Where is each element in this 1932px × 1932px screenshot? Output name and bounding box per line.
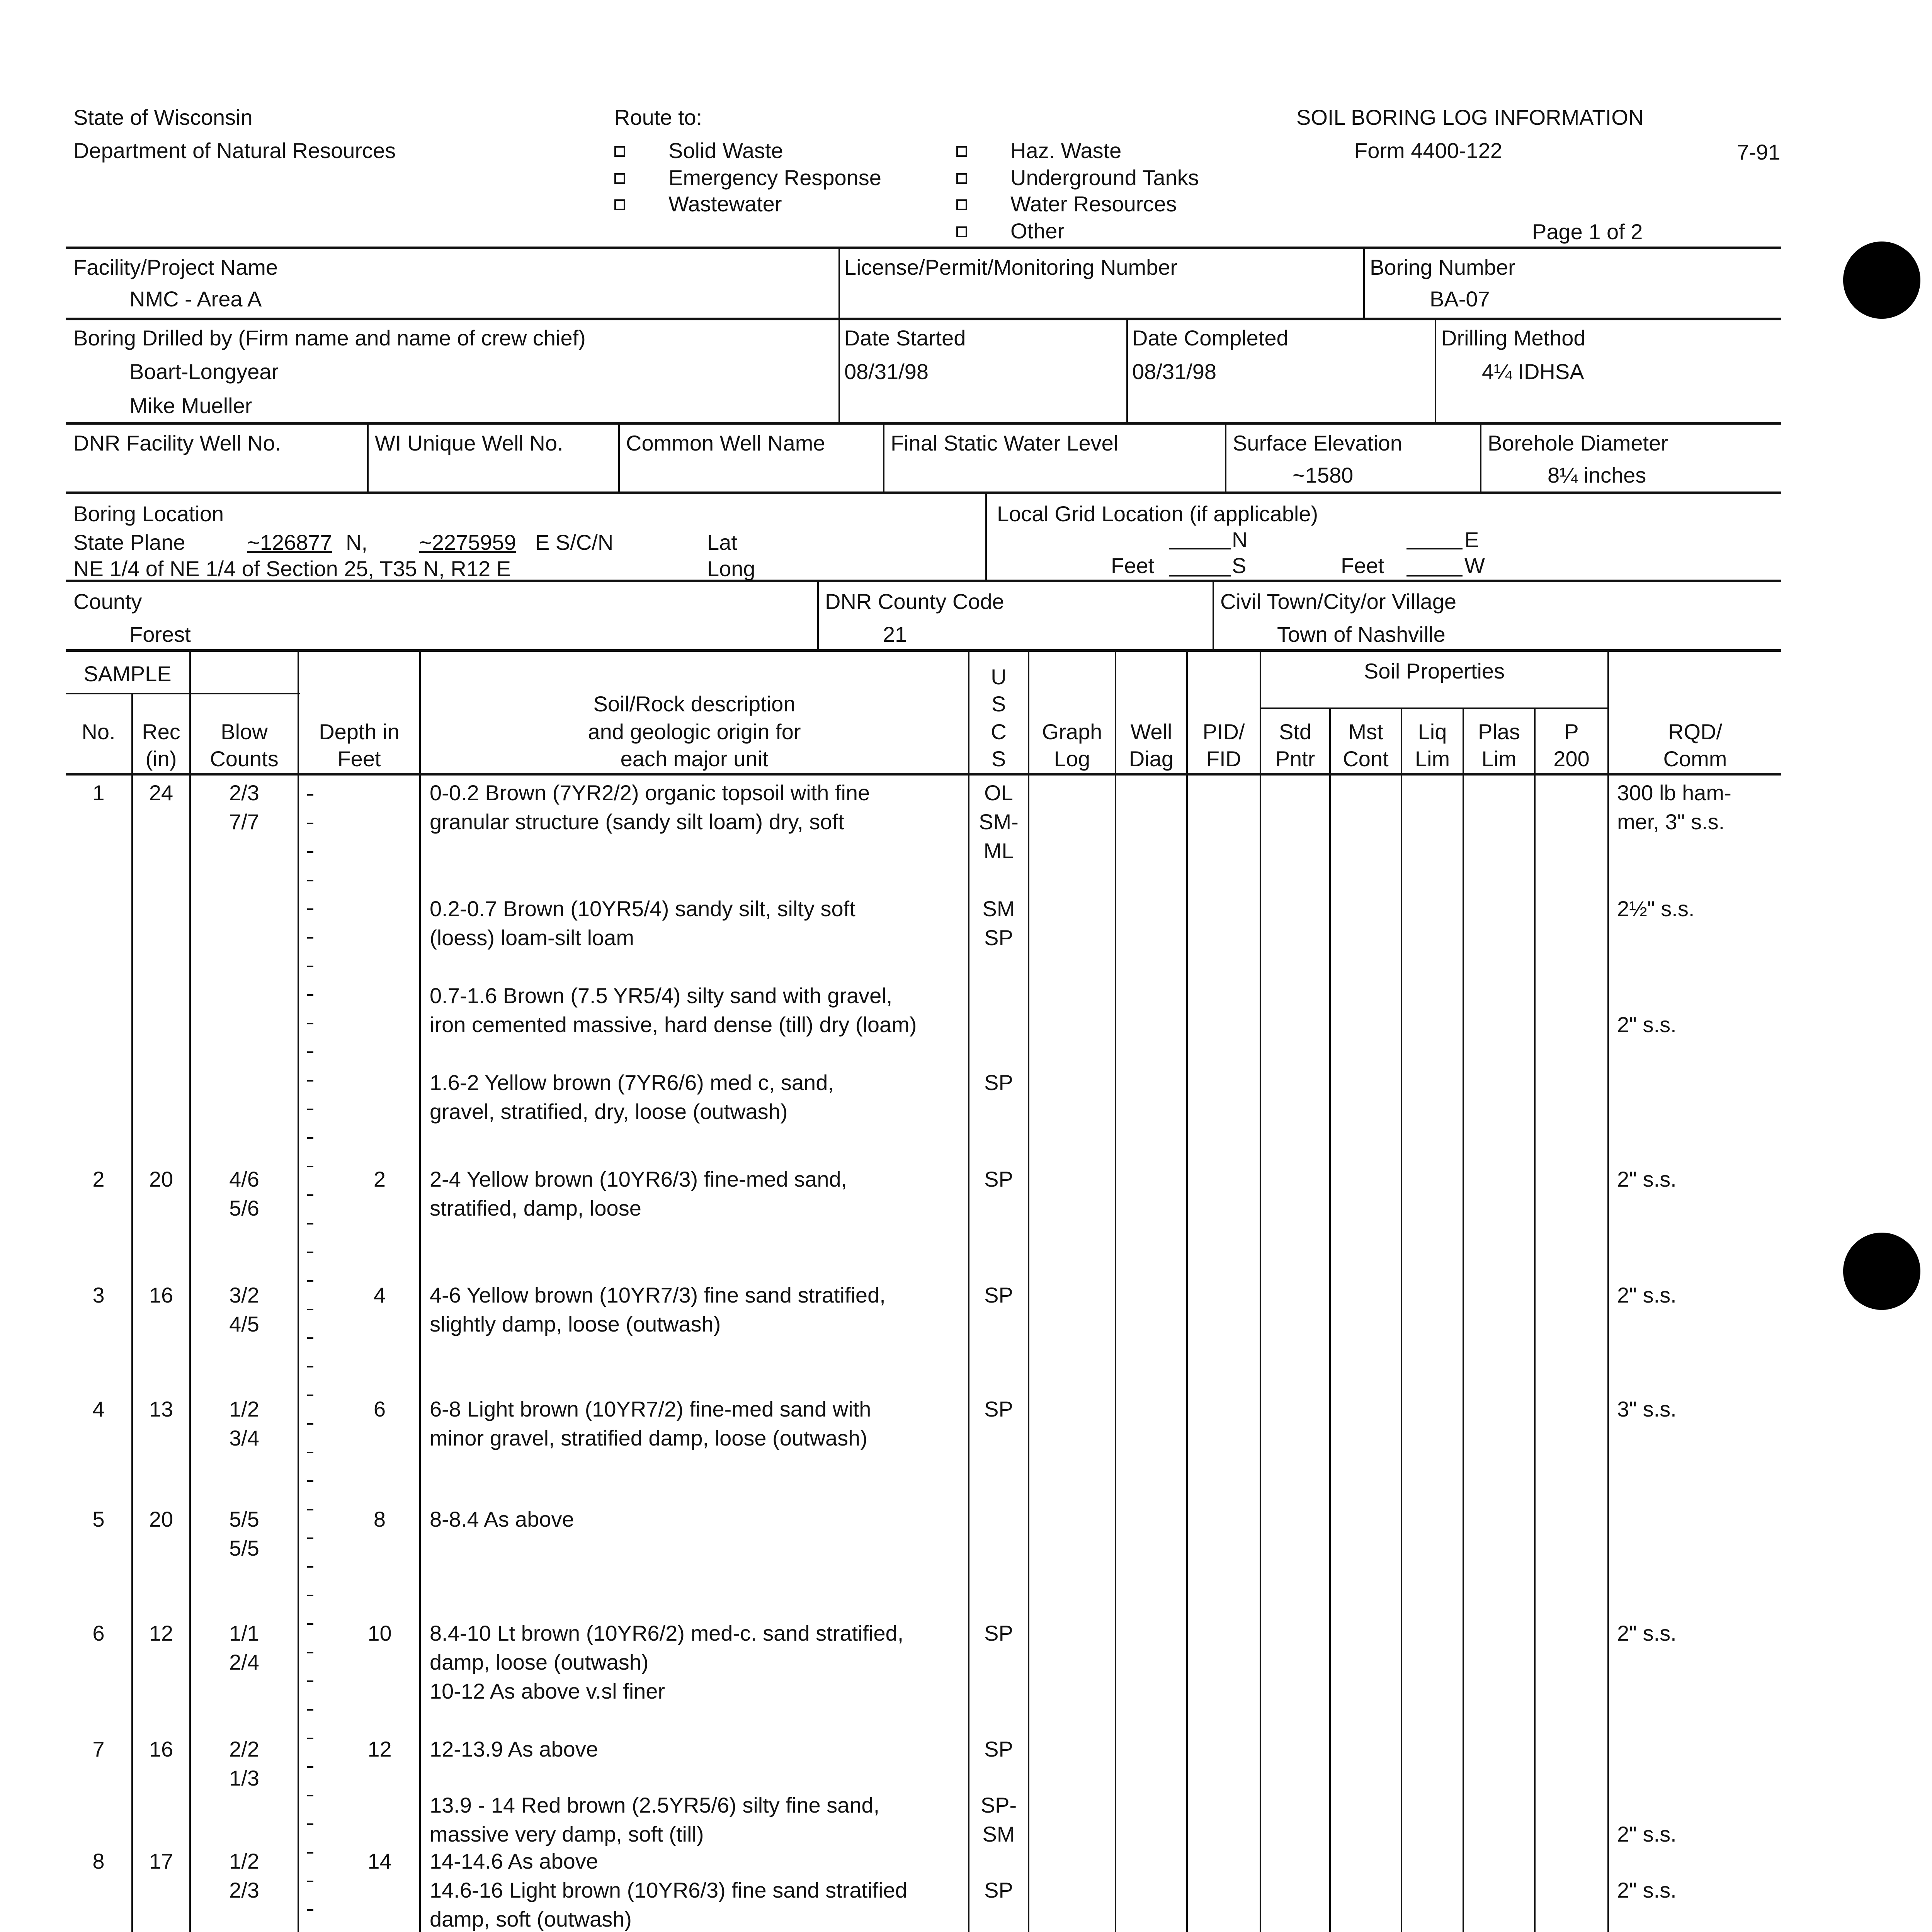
divider [1480, 423, 1481, 493]
soil-description: (loess) loam-silt loam [430, 925, 634, 950]
sample-no: 8 [92, 1849, 105, 1873]
boring-number-value: BA-07 [1430, 287, 1490, 311]
rec-unit-header: (in) [145, 747, 177, 771]
sample-no: 4 [92, 1397, 105, 1421]
recovery: 20 [149, 1507, 173, 1531]
divider [1126, 319, 1128, 423]
route-checkbox-solid-waste[interactable] [614, 146, 625, 157]
divider [1363, 247, 1365, 319]
depth-tick [307, 1509, 313, 1510]
grid-n: N [1232, 527, 1248, 552]
depth: 14 [367, 1849, 392, 1873]
p200-header: P [1564, 719, 1579, 744]
uscs-code: SP- [980, 1793, 1017, 1817]
depth-tick [307, 1595, 313, 1596]
uscs-code: SP [984, 1878, 1013, 1902]
date-completed-label: Date Completed [1132, 326, 1289, 350]
depth-tick [307, 1766, 313, 1768]
state-plane-n-suffix: N, [346, 530, 367, 554]
depth: 6 [373, 1397, 386, 1421]
divider [817, 581, 819, 650]
section-line: NE 1/4 of NE 1/4 of Section 25, T35 N, R12 E [73, 556, 511, 581]
route-checkbox-underground-tanks[interactable] [956, 173, 967, 184]
liq-header: Liq [1418, 719, 1447, 744]
no-header: No. [82, 719, 116, 744]
depth: 4 [373, 1283, 386, 1307]
fid-header: FID [1206, 747, 1242, 771]
crew-chief: Mike Mueller [129, 393, 252, 418]
soil-description: 0-0.2 Brown (7YR2/2) organic topsoil with fine [430, 781, 870, 805]
blow-counts: 2/2 [229, 1737, 259, 1761]
divider [618, 423, 620, 493]
route-checkbox-wastewater[interactable] [614, 199, 625, 210]
county-code-label: DNR County Code [825, 589, 1004, 614]
sample-header: SAMPLE [83, 662, 172, 686]
state-plane-label: State Plane [73, 530, 185, 554]
soil-description: stratified, damp, loose [430, 1196, 641, 1220]
grid-blank [1406, 548, 1463, 549]
form-revision: 7-91 [1737, 140, 1781, 164]
sample-no: 1 [92, 781, 105, 805]
recovery: 16 [149, 1737, 173, 1761]
county-code-value: 21 [883, 622, 907, 646]
depth-tick [307, 1309, 313, 1310]
depth-tick [307, 1566, 313, 1568]
depth-tick [307, 1337, 313, 1339]
soil-description: 2-4 Yellow brown (10YR6/3) fine-med sand, [430, 1167, 847, 1191]
state-plane-e-suffix: E S/C/N [535, 530, 614, 554]
route-option-solid-waste: Solid Waste [668, 138, 783, 163]
mst-header: Mst [1348, 719, 1383, 744]
date-started-label: Date Started [844, 326, 966, 350]
blow-counts: 2/4 [229, 1650, 259, 1674]
col-divider [1260, 651, 1261, 1932]
rqd-comment: 3" s.s. [1617, 1397, 1677, 1421]
soil-description: gravel, stratified, dry, loose (outwash) [430, 1099, 788, 1124]
boring-number-label: Boring Number [1370, 255, 1515, 279]
rec-header: Rec [142, 719, 180, 744]
depth-tick [307, 1166, 313, 1167]
blow-counts-header: Counts [210, 747, 279, 771]
surface-elevation-value: ~1580 [1293, 463, 1354, 487]
depth-tick [307, 994, 313, 996]
facility-label: Facility/Project Name [73, 255, 278, 279]
date-completed-value: 08/31/98 [1132, 359, 1216, 384]
depth-tick [307, 1023, 313, 1024]
license-label: License/Permit/Monitoring Number [844, 255, 1178, 279]
depth-tick [307, 1823, 313, 1825]
depth-tick [307, 823, 313, 824]
route-checkbox-other[interactable] [956, 226, 967, 237]
rqd-comment: 2" s.s. [1617, 1878, 1677, 1902]
uscs-header-u: U [991, 665, 1007, 689]
water-level-label: Final Static Water Level [891, 431, 1119, 455]
blow-counts: 5/5 [229, 1536, 259, 1560]
uscs-code: SP [984, 1397, 1013, 1421]
lat-label: Lat [707, 530, 737, 554]
divider [1435, 319, 1436, 423]
soil-description: iron cemented massive, hard dense (till) dry (loam) [430, 1012, 917, 1037]
depth-tick [307, 794, 313, 796]
uscs-code: SP [984, 1283, 1013, 1307]
route-checkbox-emergency-response[interactable] [614, 173, 625, 184]
col-divider [1186, 651, 1188, 1932]
col-divider [1329, 708, 1331, 1932]
rqd-comment: 300 lb ham- [1617, 781, 1731, 805]
depth-tick [307, 1137, 313, 1139]
soil-description: slightly damp, loose (outwash) [430, 1312, 721, 1336]
rule [1261, 707, 1609, 709]
route-option-wastewater: Wastewater [668, 192, 782, 216]
soil-description: 12-13.9 As above [430, 1737, 598, 1761]
drilling-firm: Boart-Longyear [129, 359, 279, 384]
blow-counts: 7/7 [229, 810, 259, 834]
col-divider [1401, 708, 1402, 1932]
soil-description: 8-8.4 As above [430, 1507, 574, 1531]
depth-tick [307, 1452, 313, 1453]
blow-counts: 1/1 [229, 1621, 259, 1645]
state-plane-north: ~126877 [247, 530, 332, 554]
route-option-water-resources: Water Resources [1010, 192, 1177, 216]
blow-counts: 1/2 [229, 1397, 259, 1421]
soil-description: 6-8 Light brown (10YR7/2) fine-med sand with [430, 1397, 871, 1421]
col-divider [1463, 708, 1464, 1932]
uscs-header-s: S [991, 692, 1006, 716]
drilling-method-value: 4¼ IDHSA [1482, 359, 1584, 384]
graph-header: Graph [1042, 719, 1102, 744]
rqd-comment: 2" s.s. [1617, 1167, 1677, 1191]
depth: 2 [373, 1167, 386, 1191]
depth-tick [307, 1537, 313, 1539]
uscs-code: SM- [979, 810, 1019, 834]
recovery: 16 [149, 1283, 173, 1307]
well-header: Well [1130, 719, 1172, 744]
rule [66, 422, 1781, 425]
depth-tick [307, 1423, 313, 1425]
blow-counts: 2/3 [229, 781, 259, 805]
depth-tick [307, 937, 313, 939]
boring-location-label: Boring Location [73, 502, 224, 526]
rqd-comment: 2" s.s. [1617, 1012, 1677, 1037]
divider [985, 493, 987, 581]
soil-description: 14-14.6 As above [430, 1849, 598, 1873]
route-option-haz-waste: Haz. Waste [1010, 138, 1122, 163]
desc-header-2: and geologic origin for [588, 719, 801, 744]
col-divider [1607, 651, 1609, 1932]
soil-properties-header: Soil Properties [1364, 659, 1505, 683]
recovery: 13 [149, 1397, 173, 1421]
divider [1213, 581, 1214, 650]
route-option-underground-tanks: Underground Tanks [1010, 165, 1199, 190]
blow-counts: 1/3 [229, 1766, 259, 1790]
desc-header-3: each major unit [620, 747, 769, 771]
county-value: Forest [129, 622, 191, 646]
depth-tick [307, 1051, 313, 1053]
depth-tick [307, 1795, 313, 1796]
std-pntr-header: Pntr [1275, 747, 1315, 771]
town-value: Town of Nashville [1277, 622, 1446, 646]
common-well-label: Common Well Name [626, 431, 825, 455]
form-title: SOIL BORING LOG INFORMATION [1296, 105, 1644, 129]
local-grid-label: Local Grid Location (if applicable) [997, 502, 1318, 526]
blow-counts: 4/5 [229, 1312, 259, 1336]
soil-description: minor gravel, stratified damp, loose (outwash) [430, 1426, 867, 1450]
soil-description: 4-6 Yellow brown (10YR7/3) fine sand stratified, [430, 1283, 886, 1307]
depth-tick [307, 1623, 313, 1625]
sample-no: 3 [92, 1283, 105, 1307]
blow-counts: 5/6 [229, 1196, 259, 1220]
soil-description: 0.7-1.6 Brown (7.5 YR5/4) silty sand with gravel, [430, 983, 893, 1008]
rqd-comment: 2" s.s. [1617, 1621, 1677, 1645]
uscs-code: SM [982, 1822, 1015, 1846]
uscs-code: SP [984, 1737, 1013, 1761]
depth-tick [307, 1852, 313, 1854]
soil-description: 14.6-16 Light brown (10YR6/3) fine sand stratified [430, 1878, 907, 1902]
plas-lim-header: Lim [1481, 747, 1517, 771]
grid-e: E [1464, 527, 1479, 552]
rqd-header: RQD/ [1668, 719, 1722, 744]
uscs-header-c: C [991, 719, 1007, 744]
depth-tick [307, 908, 313, 910]
std-header: Std [1279, 719, 1312, 744]
town-label: Civil Town/City/or Village [1220, 589, 1457, 614]
depth-tick [307, 1366, 313, 1367]
soil-description: 13.9 - 14 Red brown (2.5YR5/6) silty fine sand, [430, 1793, 880, 1817]
divider [838, 319, 840, 423]
blow-counts: 1/2 [229, 1849, 259, 1873]
long-label: Long [707, 556, 755, 581]
form-number: Form 4400-122 [1354, 138, 1502, 163]
soil-description: 8.4-10 Lt brown (10YR6/2) med-c. sand stratified, [430, 1621, 904, 1645]
uscs-code: SP [984, 925, 1013, 950]
uscs-code: ML [983, 838, 1014, 863]
binder-hole [1843, 1233, 1920, 1310]
facility-value: NMC - Area A [129, 287, 262, 311]
desc-header-1: Soil/Rock description [593, 692, 796, 716]
county-label: County [73, 589, 142, 614]
plas-header: Plas [1478, 719, 1520, 744]
depth: 12 [367, 1737, 392, 1761]
borehole-diameter-label: Borehole Diameter [1488, 431, 1668, 455]
depth-tick [307, 1252, 313, 1253]
depth-tick [307, 1738, 313, 1739]
soil-description: 10-12 As above v.sl finer [430, 1679, 665, 1703]
depth: 10 [367, 1621, 392, 1645]
rule [66, 318, 1781, 320]
drilling-method-label: Drilling Method [1441, 326, 1586, 350]
liq-lim-header: Lim [1415, 747, 1450, 771]
depth-tick [307, 966, 313, 967]
depth-tick [307, 1881, 313, 1882]
depth-feet-header: Feet [337, 747, 381, 771]
depth-tick [307, 1480, 313, 1482]
sample-no: 7 [92, 1737, 105, 1761]
uscs-code: SP [984, 1070, 1013, 1095]
route-option-emergency-response: Emergency Response [668, 165, 881, 190]
depth-tick [307, 880, 313, 881]
soil-description: massive very damp, soft (till) [430, 1822, 704, 1846]
uscs-code: SP [984, 1167, 1013, 1191]
recovery: 17 [149, 1849, 173, 1873]
rule [66, 693, 300, 694]
route-checkbox-haz-waste[interactable] [956, 146, 967, 157]
rqd-comment: mer, 3" s.s. [1617, 810, 1725, 834]
rule [66, 773, 1781, 776]
blow-header: Blow [221, 719, 268, 744]
sample-no: 2 [92, 1167, 105, 1191]
sample-no: 6 [92, 1621, 105, 1645]
grid-w: W [1464, 553, 1485, 578]
agency-line-2: Department of Natural Resources [73, 138, 396, 163]
blow-counts: 3/4 [229, 1426, 259, 1450]
grid-blank [1169, 548, 1231, 549]
depth-tick [307, 851, 313, 853]
recovery: 24 [149, 781, 173, 805]
soil-description: granular structure (sandy silt loam) dry, soft [430, 810, 844, 834]
grid-blank [1406, 575, 1463, 577]
rule [66, 649, 1781, 652]
binder-hole [1843, 242, 1920, 319]
blow-counts: 2/3 [229, 1878, 259, 1902]
p200-value-header: 200 [1553, 747, 1590, 771]
depth-tick [307, 1709, 313, 1711]
borehole-diameter-value: 8¼ inches [1548, 463, 1646, 487]
blow-counts: 4/6 [229, 1167, 259, 1191]
well-diag-header: Diag [1129, 747, 1174, 771]
grid-feet-1: Feet [1111, 553, 1155, 578]
rqd-comment: 2½" s.s. [1617, 896, 1695, 921]
surface-elevation-label: Surface Elevation [1233, 431, 1402, 455]
agency-line-1: State of Wisconsin [73, 105, 253, 129]
blow-counts: 5/5 [229, 1507, 259, 1531]
recovery: 12 [149, 1621, 173, 1645]
dnr-well-label: DNR Facility Well No. [73, 431, 281, 455]
rule [66, 492, 1781, 494]
route-option-other: Other [1010, 219, 1065, 243]
depth-tick [307, 1909, 313, 1911]
depth-tick [307, 1109, 313, 1110]
state-plane-east: ~2275959 [419, 530, 516, 554]
page-info: Page 1 of 2 [1532, 219, 1643, 244]
rqd-comment: 2" s.s. [1617, 1822, 1677, 1846]
depth-tick [307, 1194, 313, 1196]
graph-log-header: Log [1054, 747, 1090, 771]
divider [367, 423, 369, 493]
depth-tick [307, 1223, 313, 1225]
pid-header: PID/ [1202, 719, 1245, 744]
col-divider [1534, 708, 1536, 1932]
soil-description: 0.2-0.7 Brown (10YR5/4) sandy silt, silty soft [430, 896, 855, 921]
blow-counts: 3/2 [229, 1283, 259, 1307]
depth-tick [307, 1280, 313, 1282]
divider [838, 247, 840, 319]
soil-description: 1.6-2 Yellow brown (7YR6/6) med c, sand, [430, 1070, 834, 1095]
depth-tick [307, 1080, 313, 1082]
wi-well-label: WI Unique Well No. [375, 431, 563, 455]
rule [66, 247, 1781, 249]
route-to-label: Route to: [614, 105, 702, 129]
col-divider [419, 651, 421, 1932]
sample-no: 5 [92, 1507, 105, 1531]
depth-tick [307, 1395, 313, 1396]
depth-header: Depth in [319, 719, 400, 744]
grid-feet-2: Feet [1341, 553, 1384, 578]
recovery: 20 [149, 1167, 173, 1191]
depth-tick [307, 1680, 313, 1682]
date-started-value: 08/31/98 [844, 359, 929, 384]
divider [1225, 423, 1226, 493]
grid-blank [1169, 575, 1231, 577]
soil-description: damp, soft (outwash) [430, 1907, 632, 1931]
rqd-comment: 2" s.s. [1617, 1283, 1677, 1307]
uscs-code: OL [984, 781, 1013, 805]
route-checkbox-water-resources[interactable] [956, 199, 967, 210]
rqd-comm-header: Comm [1663, 747, 1727, 771]
divider [883, 423, 884, 493]
uscs-code: SM [982, 896, 1015, 921]
depth-tick [307, 1652, 313, 1653]
mst-cont-header: Cont [1343, 747, 1389, 771]
grid-s: S [1232, 553, 1247, 578]
depth: 8 [373, 1507, 386, 1531]
soil-description: damp, loose (outwash) [430, 1650, 649, 1674]
uscs-code: SP [984, 1621, 1013, 1645]
drilled-by-label: Boring Drilled by (Firm name and name of crew chief) [73, 326, 586, 350]
uscs-header-s2: S [991, 747, 1006, 771]
col-divider [1115, 651, 1116, 1932]
